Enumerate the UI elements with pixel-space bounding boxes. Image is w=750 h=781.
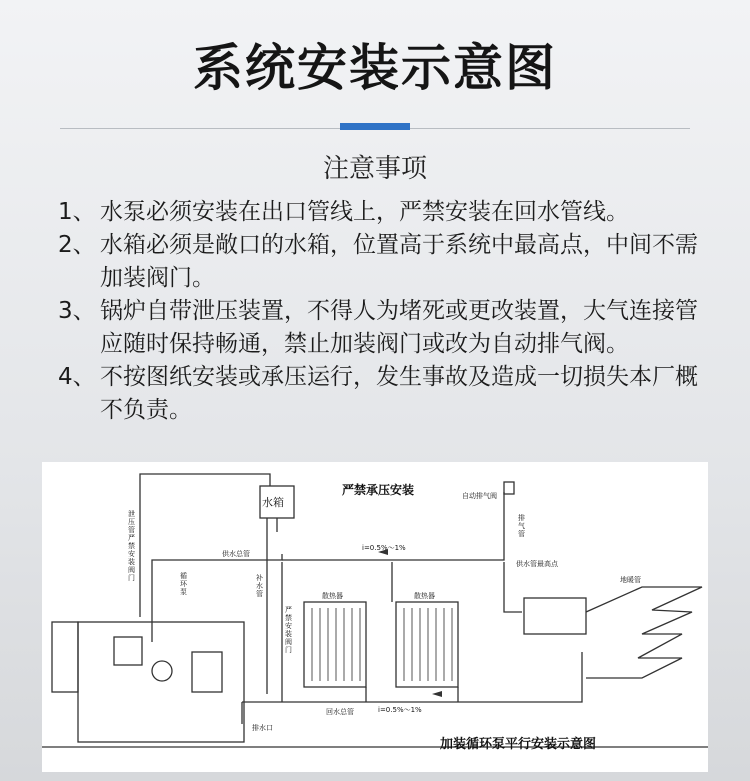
note-item [58,295,718,361]
note-number: 1、 [58,199,96,225]
svg-text:阀: 阀 [128,566,135,574]
floor-heating-label: 地暖管 [620,576,641,584]
slope-bottom-label: i=0.5%～1% [378,706,422,714]
flow-arrows [378,549,442,697]
svg-text:严: 严 [285,606,292,614]
note-item [58,361,718,427]
note-text: 水箱必须是敞口的水箱，位置高于系统中最高点，中间不需加装阀门。 [100,232,698,291]
note-text: 水泵必须安装在出口管线上，严禁安装在回水管线。 [100,199,629,225]
svg-text:阀: 阀 [285,638,292,646]
svg-text:泵: 泵 [180,588,187,596]
note-number: 2、 [58,232,96,258]
floor-heating-coil [586,587,702,678]
svg-text:管: 管 [128,526,135,534]
svg-text:安: 安 [128,550,135,558]
supply-branch-right [504,562,522,612]
svg-text:泄: 泄 [128,510,135,518]
water-tank-label: 水箱 [262,496,284,509]
return-main-label: 回水总管 [326,708,354,716]
note-number: 3、 [58,298,96,324]
exhaust-pipe-label [518,513,525,538]
svg-text:气: 气 [518,522,525,530]
page-title: 系统安装示意图 [193,39,557,97]
notes-heading: 注意事项 [322,154,427,184]
diagram-caption: 加装循环泵平行安装示意图 [440,737,597,752]
boiler-body [78,622,244,742]
installation-diagram [42,462,708,772]
auto-vent-shape [504,482,514,494]
svg-text:循: 循 [180,572,187,580]
svg-text:装: 装 [285,630,292,638]
manifold-shape [524,598,586,634]
return-branches [366,687,458,702]
svg-text:门: 门 [128,574,135,582]
note-text: 不按图纸安装或承压运行，发生事故及造成一切损失本厂概不负责。 [100,364,698,423]
no-pressure-label: 严禁承压安装 [342,483,415,497]
diagram-svg [42,462,708,772]
radiator-fins [312,608,452,681]
boiler-side [52,622,78,692]
svg-text:管: 管 [518,530,525,538]
svg-text:门: 门 [285,646,292,654]
boiler-door [192,652,222,692]
radiator-2-label: 散热器 [414,592,435,600]
pump-label [180,571,188,596]
svg-text:压: 压 [128,518,135,526]
radiator-2-shape [396,602,458,687]
note-item [58,229,718,295]
makeup-pipe-label [256,573,263,598]
slope-top-label: i=0.5%～1% [362,544,406,552]
svg-text:严: 严 [128,534,135,542]
accent-bar [340,123,410,130]
svg-text:排: 排 [518,514,525,522]
note-text: 锅炉自带泄压装置，不得人为堵死或更改装置，大气连接管应随时保持畅通，禁止加装阀门或改为自动排气阀。 [100,298,698,357]
auto-vent-label: 自动排气阀 [462,492,497,500]
note-number: 4、 [58,364,96,390]
svg-text:安: 安 [285,622,292,630]
relief-pipe-label [128,509,135,582]
radiator-1-shape [304,602,366,687]
svg-text:水: 水 [256,582,263,590]
drain-label: 排水口 [252,724,273,732]
relief-pipe [140,474,270,617]
note-item [58,196,718,229]
supply-high-label: 供水管最高点 [516,560,558,568]
no-valve-label [285,605,292,654]
svg-text:补: 补 [256,574,263,582]
radiator-1-label: 散热器 [322,592,343,600]
supply-riser [152,554,282,642]
boiler-panel [114,637,142,665]
svg-text:禁: 禁 [128,542,135,550]
notes-list [58,196,718,427]
boiler-fan [152,661,172,681]
svg-text:管: 管 [256,590,263,598]
svg-text:装: 装 [128,558,135,566]
supply-main-label: 供水总管 [222,550,250,558]
svg-text:禁: 禁 [285,614,292,622]
svg-text:环: 环 [180,580,187,588]
